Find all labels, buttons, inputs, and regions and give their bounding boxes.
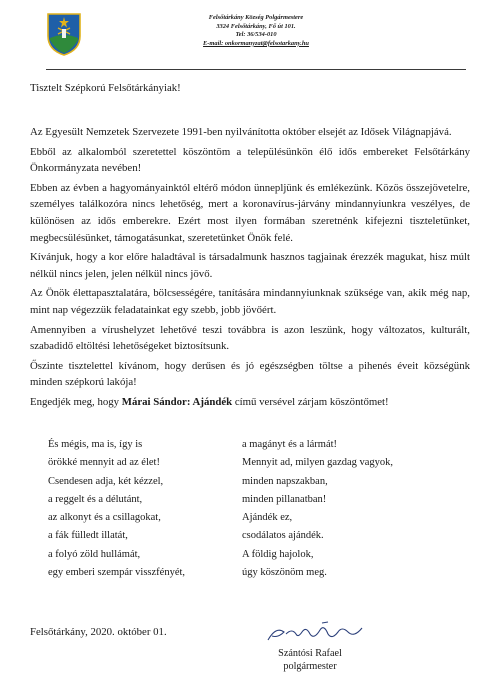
paragraph: Az Önök élettapasztalatára, bölcsességére, tanítására mindannyiunknak szüksége van, akik még nap, mint nap végezzük feladatainkat egy szebb, jobb jövőért. <box>30 287 470 316</box>
signer-title: polgármester <box>283 660 337 672</box>
poem-line: minden napszakban, <box>242 475 328 487</box>
poem-line: Csendesen adja, két kézzel, <box>48 475 164 487</box>
salutation: Tisztelt Szépkorú Felsőtárkányiak! <box>30 82 181 94</box>
poem-line: az alkonyt és a csillagokat, <box>48 512 161 524</box>
signer-name: Szántósi Rafael <box>278 648 342 659</box>
paragraph: Ebből az alkalomból szeretettel köszöntöm a településünkön élő idős embereket Felsőtárkány Önkormányzata nevében! <box>30 145 470 175</box>
paragraph: Kívánjuk, hogy a kor előre haladtával is társadalmunk hasznos tagjainak érezzék magukat, hisz múlt nélkül nincs jelen, jelen nélkül nincs jövő. <box>30 251 470 280</box>
letterhead <box>46 12 466 74</box>
poem-line: minden pillanatban! <box>242 493 327 505</box>
closing-paragraph <box>30 394 470 411</box>
letterhead-address: 3324 Felsőtárkány, Fő út 101. <box>216 22 296 30</box>
poem-line: Mennyit ad, milyen gazdag vagyok, <box>242 457 394 469</box>
poem-left-column <box>48 436 228 582</box>
letter-date: Felsőtárkány, 2020. október 01. <box>30 626 167 638</box>
handwritten-signature <box>262 620 372 646</box>
letterhead-email[interactable]: E-mail: onkormanyzat@felsotarkany.hu <box>203 39 309 47</box>
closing-text-after: című versével zárjam köszöntőmet! <box>232 395 389 408</box>
paragraph: Őszinte tisztelettel kívánom, hogy derűsen és jó egészségben töltse a pihenés éveit községünk minden szépkorú lakója! <box>30 359 470 389</box>
closing-text-before: Engedjék meg, hogy <box>30 395 122 408</box>
poem-line: úgy köszönöm meg. <box>242 567 327 579</box>
signer-block <box>260 648 360 673</box>
paragraph: Ebben az évben a hagyományainktól eltérő módon ünnepljünk és emlékezünk. Közös összejövetelre, személyes találkozóra nincs lehetőség, mert a koronavírus-járvány mindannyiunkra veszélyes, de különösen az idős emberekre. Ezért most ilyen formában szeretnénk kifejezni tiszteletünket, megbecsülésünket, támogatásunkat, szeretetünket Önök felé. <box>30 181 470 244</box>
header-divider <box>46 69 466 70</box>
letterhead-text <box>46 14 466 48</box>
letterhead-title: Felsőtárkány Község Polgármestere <box>208 14 304 21</box>
poem-line: a fák fülledt illatát, <box>48 530 128 542</box>
poem-line: a folyó zöld hullámát, <box>48 548 141 560</box>
poem-line: Ajándék ez, <box>242 512 293 524</box>
poem-line: örökké mennyit ad az élet! <box>48 457 160 469</box>
poem-line: És mégis, ma is, így is <box>48 439 143 450</box>
poem-title: Márai Sándor: Ajándék <box>121 395 233 408</box>
poem-line: csodálatos ajándék. <box>242 530 324 542</box>
poem-line: a reggelt és a délutánt, <box>48 493 143 505</box>
poem-line: egy emberi szempár visszfényét, <box>48 567 186 579</box>
poem-line: A földig hajolok, <box>242 548 314 560</box>
poem-line: a magányt és a lármát! <box>242 439 338 450</box>
letter-body <box>30 124 470 414</box>
poem-right-column <box>242 436 442 582</box>
paragraph: Amennyiben a vírushelyzet lehetővé teszi továbbra is azon leszünk, hogy változatos, kulturált, szabadidő eltöltési lehetőségeket biztosítsunk. <box>30 323 470 353</box>
paragraph: Az Egyesült Nemzetek Szervezete 1991-ben nyilvánította október elsejét az Idősek Világnapjává. <box>30 126 452 138</box>
letterhead-phone: Tel: 36/534-010 <box>235 31 277 39</box>
